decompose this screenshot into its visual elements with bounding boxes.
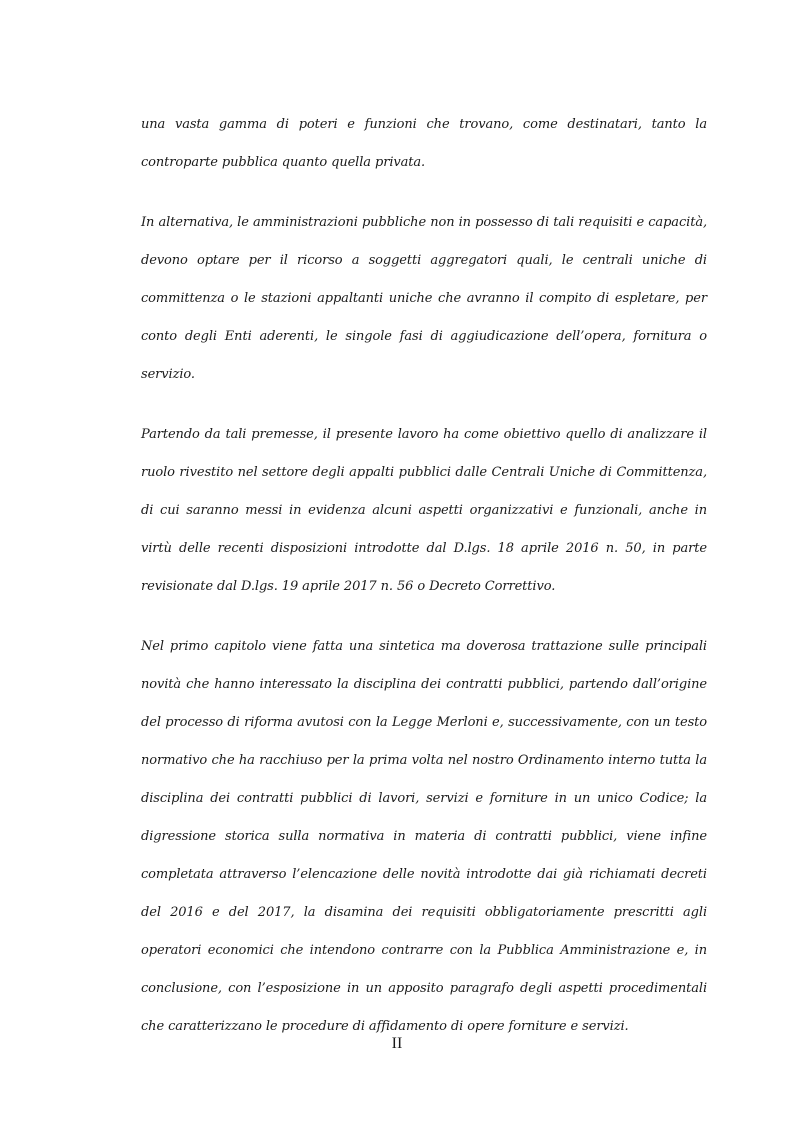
paragraph-premises: Partendo da tali premesse, il presente lavoro ha come obiettivo quello di analizzare il ruolo rivestito nel settore degli appalti pubblici dalle Centrali Uniche di Committenza, di cui saranno messi in evidenza alcuni aspetti organizzativi e funzionali, anche in virtù delle recenti disposizioni introdotte dal D.lgs. 18 aprile 2016 n. 50, in parte revisionate dal D.lgs. 19 aprile 2017 n. 56 o Decreto Correttivo. [141,427,707,594]
paragraph-alternative: In alternativa, le amministrazioni pubbliche non in possesso di tali requisiti e capacità, devono optare per il ricorso a soggetti aggregatori quali, le centrali uniche di committenza o le stazioni appaltanti uniche che avranno il compito di espletare, per conto degli Enti aderenti, le singole fasi di aggiudicazione dell’opera, fornitura o servizio. [141,215,707,382]
paragraph-first-chapter: Nel primo capitolo viene fatta una sintetica ma doverosa trattazione sulle principali novità che hanno interessato la disciplina dei contratti pubblici, partendo dall’origine del processo di riforma avutosi con la Legge Merloni e, successivamente, con un testo normativo che ha racchiuso per la prima volta nel nostro Ordinamento interno tutta la disciplina dei contratti pubblici di lavori, servizi e forniture in un unico Codice; la digressione storica sulla normativa in materia di contratti pubblici, viene infine completata attraverso l’elencazione delle novità introdotte dai già richiamati decreti del 2016 e del 2017, la disamina dei requisiti obbligatoriamente prescritti agli operatori economici che intendono contrarre con la Pubblica Amministrazione e, in conclusione, con l’esposizione in un apposito paragrafo degli aspetti procedimentali che caratterizzano le procedure di affidamento di opere forniture e servizi. [141,639,707,1034]
document-body [141,106,707,1068]
page-number: II [391,1035,403,1052]
paragraph-continuation: una vasta gamma di poteri e funzioni che trovano, come destinatari, tanto la controparte pubblica quanto quella privata. [141,117,707,170]
